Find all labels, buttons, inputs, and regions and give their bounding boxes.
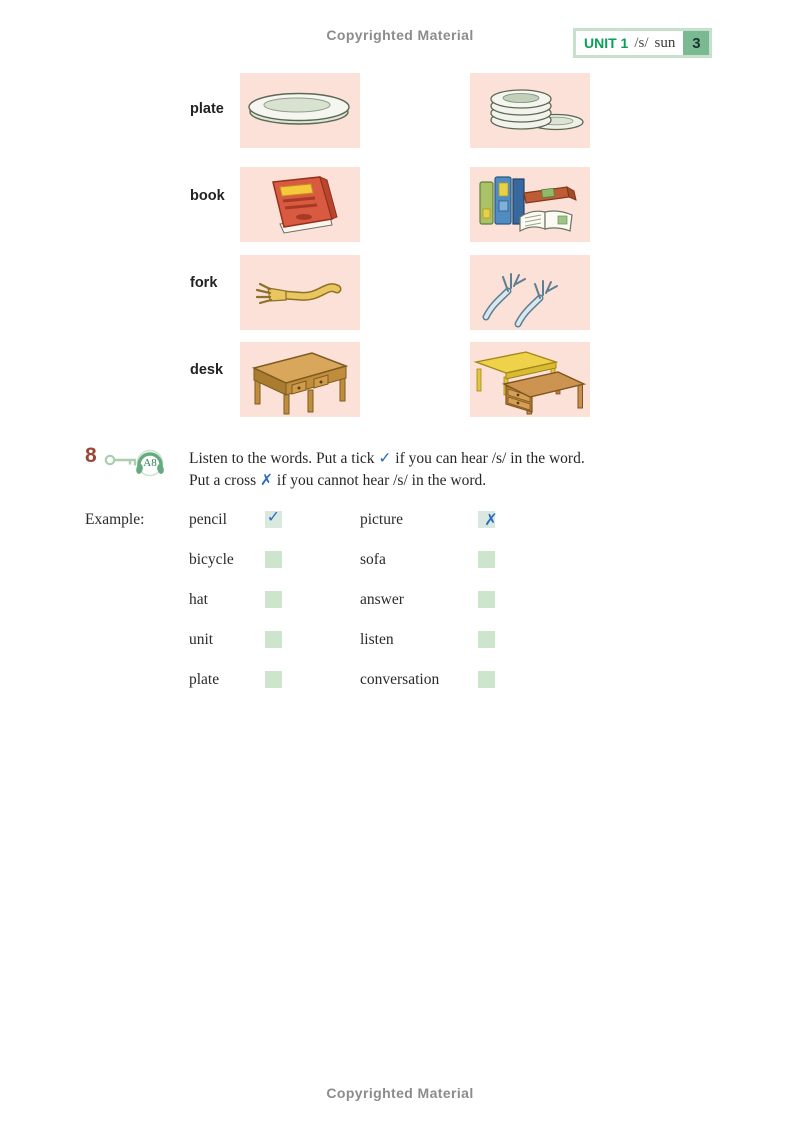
example-row [0, 663, 800, 697]
instructions-line-2: Put a cross ✗ if you cannot hear /s/ in the word. [189, 471, 487, 489]
checkbox-sofa[interactable] [478, 551, 495, 568]
checkbox-unit[interactable] [265, 631, 282, 648]
word-unit: unit [189, 631, 214, 648]
example-row [0, 583, 800, 617]
word-plate: plate [189, 671, 220, 688]
example-row [0, 623, 800, 657]
checkbox-bicycle[interactable] [265, 551, 282, 568]
top-watermark: Copyrighted Material [326, 27, 474, 43]
unit-keyword: sun [654, 34, 676, 51]
word-answer: answer [360, 591, 404, 608]
word-label-fork: fork [190, 275, 218, 291]
instructions-line-1: Listen to the words. Put a tick ✓ if you can hear /s/ in the word. [189, 449, 585, 467]
example-label: Example: [85, 511, 145, 528]
checkbox-conversation[interactable] [478, 671, 495, 688]
word-hat: hat [189, 591, 208, 608]
cross-glyph: ✗ [260, 471, 274, 489]
forks-pair-illustration [470, 255, 590, 330]
unit-header-badge [573, 28, 712, 58]
desks-pair-illustration [470, 342, 590, 417]
headphones-icon [133, 444, 167, 485]
word-bicycle: bicycle [189, 551, 234, 568]
word-label-desk: desk [190, 362, 224, 378]
checkbox-hat[interactable] [265, 591, 282, 608]
word-label-book: book [190, 188, 225, 204]
word-pencil: pencil [189, 511, 227, 528]
fork-single-illustration [240, 255, 360, 330]
book-single-illustration [240, 167, 360, 242]
plate-single-illustration [240, 73, 360, 148]
checkbox-plate[interactable] [265, 671, 282, 688]
checkbox-picture[interactable]: ✗ [478, 511, 495, 528]
example-row [0, 503, 800, 537]
books-group-illustration [470, 167, 590, 242]
checkbox-answer[interactable] [478, 591, 495, 608]
plates-stacked-illustration [470, 73, 590, 148]
word-label-plate: plate [190, 101, 224, 117]
checkbox-pencil[interactable]: ✓ [266, 507, 281, 526]
word-sofa: sofa [360, 551, 386, 568]
example-row [0, 543, 800, 577]
desk-single-illustration [240, 342, 360, 417]
word-conversation: conversation [360, 671, 440, 688]
audio-track-label: A8 [143, 457, 157, 469]
checkbox-listen[interactable] [478, 631, 495, 648]
bottom-watermark: Copyrighted Material [326, 1085, 474, 1101]
word-picture: picture [360, 511, 404, 528]
exercise-number: 8 [85, 444, 97, 467]
unit-phoneme: /s/ [634, 34, 649, 51]
unit-label: UNIT 1 [584, 35, 629, 51]
tick-glyph: ✓ [378, 449, 392, 467]
word-listen: listen [360, 631, 394, 648]
page-number: 3 [683, 31, 709, 55]
unit-title [576, 31, 683, 55]
